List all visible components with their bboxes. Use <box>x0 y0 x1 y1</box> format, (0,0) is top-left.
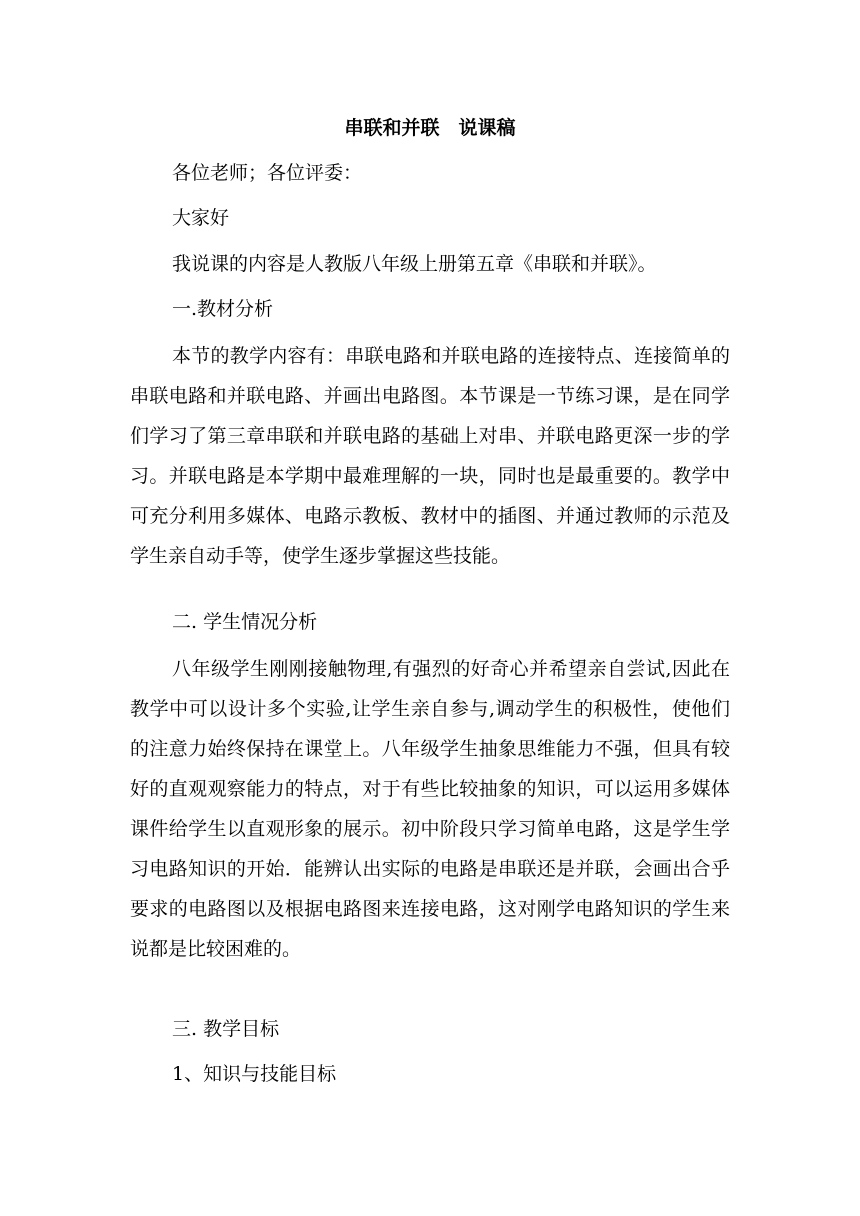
section1-heading: 一.教材分析 <box>172 298 274 320</box>
section2-paragraph: 八年级学生刚刚接触物理,有强烈的好奇心并希望亲自尝试,因此在教学中可以设计多个实验,让学生亲自参与,调动学生的积极性，使他们的注意力始终保持在课堂上。八年级学生抽象思维能力不强，但具有较好的直观观察能力的特点，对于有些比较抽象的知识，可以运用多媒体课件给学生以直观形象的展示。初中阶段只学习简单电路，这是学生学习电路知识的开始．能辨认出实际的电路是串联还是并联，会画出合乎要求的电路图以及根据电路图来连接电路，这对刚学电路知识的学生来说都是比较困难的。 <box>130 658 730 960</box>
subsection1-heading: 1、知识与技能目标 <box>172 1063 337 1085</box>
section1-paragraph: 本节的教学内容有：串联电路和并联电路的连接特点、连接简单的串联电路和并联电路、并画出电路图。本节课是一节练习课，是在同学们学习了第三章串联和并联电路的基础上对串、并联电路更深一步的学习。并联电路是本学期中最难理解的一块，同时也是最重要的。教学中可充分利用多媒体、电路示教板、教材中的插图、并通过教师的示范及学生亲自动手等，使学生逐步掌握这些技能。 <box>130 345 730 567</box>
greeting: 各位老师；各位评委： <box>172 162 363 184</box>
hello: 大家好 <box>172 207 230 229</box>
section3-heading: 三. 教学目标 <box>172 1018 280 1040</box>
intro-line: 我说课的内容是人教版八年级上册第五章《串联和并联》。 <box>172 253 657 275</box>
section2-heading: 二. 学生情况分析 <box>172 611 318 633</box>
document-title: 串联和并联 说课稿 <box>344 117 516 139</box>
